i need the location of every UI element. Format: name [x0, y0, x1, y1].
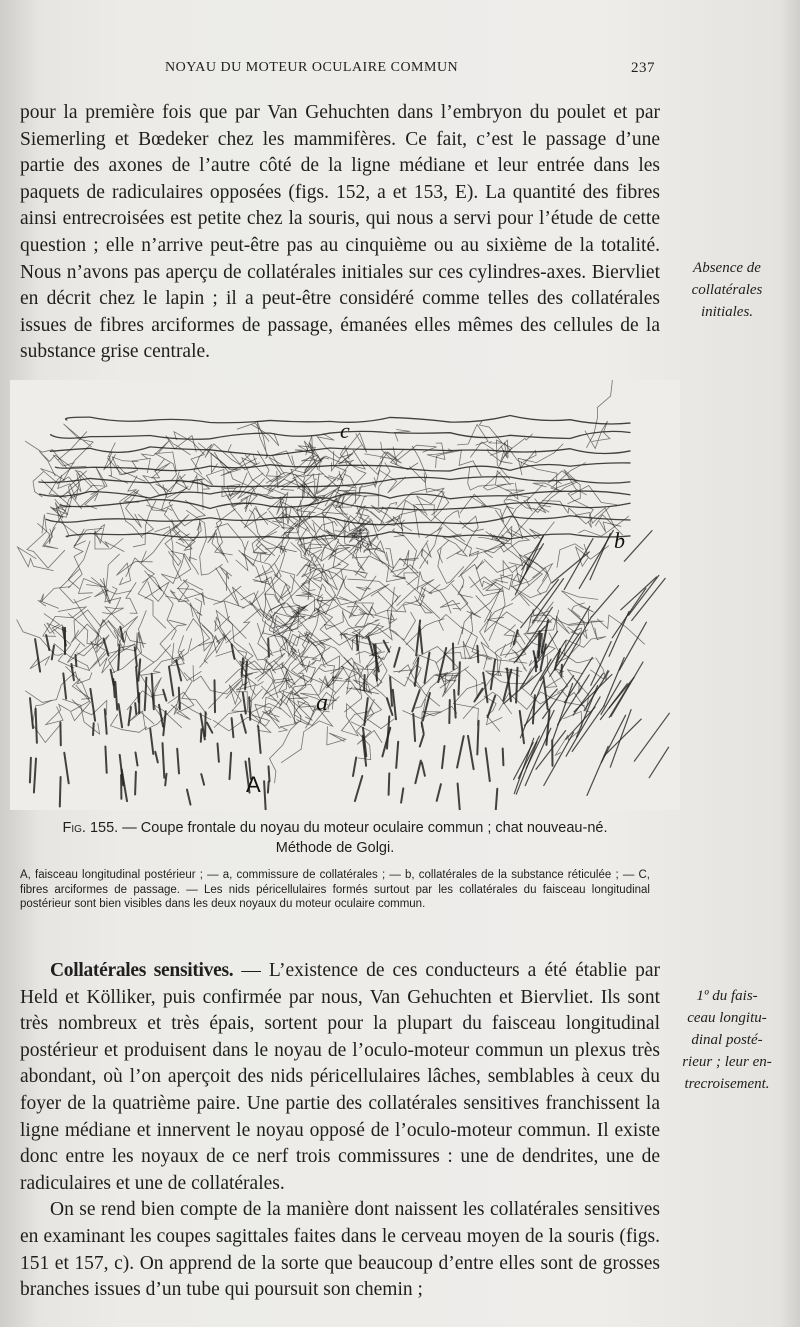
- figure-label-b: b: [614, 528, 625, 553]
- paragraph-sensitives-text: — L’existence de ces conducteurs a été établie par Held et Kölliker, puis confirmée par nous, Van Gehuchten et Biervliet. Ils sont très nombreux et très épais, sortent pour la plupart du faisceau longitudinal postérieur et produisent dans le noyau de l’oculo-moteur commun un plexus très abondant, où l’on aperçoit des nids péricellulaires lâches, semblables à ceux du foyer de la quatrième paire. Une partie des collatérales sensitives franchissent la ligne médiane et innervent le noyau opposé de l’oculo-moteur commun. Il existe donc entre les noyaux de ce nerf trois commissures : une de dendrites, une de radiculaires et une de collatérales.: [20, 960, 660, 1194]
- bottom-text-block: [20, 958, 660, 1304]
- caption-title: [20, 818, 650, 858]
- top-paragraph: pour la première fois que par Van Gehuchten dans l’embryon du poulet et par Siemerling et Bœdeker chez les mammifères. Ce fait, c’est le passage d’une partie des axones de l’autre côté de la ligne médiane et leur entrée dans les paquets de radiculaires opposées (figs. 152, a et 153, E). La quantité des fibres ainsi entrecroisées est petite chez la souris, qui nous a servi pour l’étude de cette question ; elle n’arrive peut-être pas au cinquième ou au sixième de la totalité. Nous n’avons pas aperçu de collatérales initiales sur ces cylindres-axes. Biervliet en décrit chez le lapin ; il a peut-être considéré comme telles des collatérales issues de fibres arciformes de passage, émanées elles mêmes des cellules de la substance grise centrale.: [20, 102, 660, 363]
- margin-note-faisceau: [668, 985, 786, 1095]
- caption-fig-label: Fig. 155.: [62, 820, 119, 836]
- page-number: 237: [631, 60, 655, 76]
- figure-label-c: c: [340, 418, 350, 443]
- figure-label-A: A: [246, 772, 261, 797]
- figure-label-a: a: [316, 690, 328, 716]
- margin-note-line: 1º du fais-: [696, 988, 758, 1004]
- caption-legend: A, faisceau longitudinal postérieur ; — a, commissure de collatérales ; — b, collatérales de la substance réticulée ; — C, fibres arciformes de passage. — Les nids péricellulaires formés surtout par les collatérales du faisceau longitudinal postérieur sont bien visibles dans les deux noyaux du moteur oculaire commun.: [20, 869, 650, 910]
- section-lead-heading: Collatérales sensitives.: [50, 960, 234, 981]
- margin-note-absence: Absence de collatérales initiales.: [691, 260, 763, 320]
- figure-drawing: [10, 380, 680, 810]
- caption-title-text: — Coupe frontale du noyau du moteur oculaire commun ; chat nouveau-né.: [122, 820, 608, 836]
- golgi-figure: [10, 380, 680, 810]
- top-paragraph-block: [20, 100, 660, 366]
- paragraph-sensitives: [20, 958, 660, 1197]
- margin-note-line: rieur ; leur en-: [682, 1054, 772, 1070]
- margin-note-line: dinal posté-: [691, 1032, 763, 1048]
- margin-note-line: ceau longitu-: [687, 1010, 767, 1026]
- margin-note-line: trecroisement.: [684, 1076, 770, 1092]
- paragraph-sagittales: On se rend bien compte de la manière dont naissent les collatérales sensitives en examinant les coupes sagittales faites dans le cerveau moyen de la souris (figs. 151 et 157, c). On apprend de la sorte que beaucoup d’entre elles sont de grosses branches issues d’un tube qui poursuit son chemin ;: [20, 1199, 660, 1301]
- figure-caption: [20, 818, 650, 912]
- caption-method: Méthode de Golgi.: [275, 840, 395, 856]
- header-title: NOYAU DU MOTEUR OCULAIRE COMMUN: [165, 60, 459, 75]
